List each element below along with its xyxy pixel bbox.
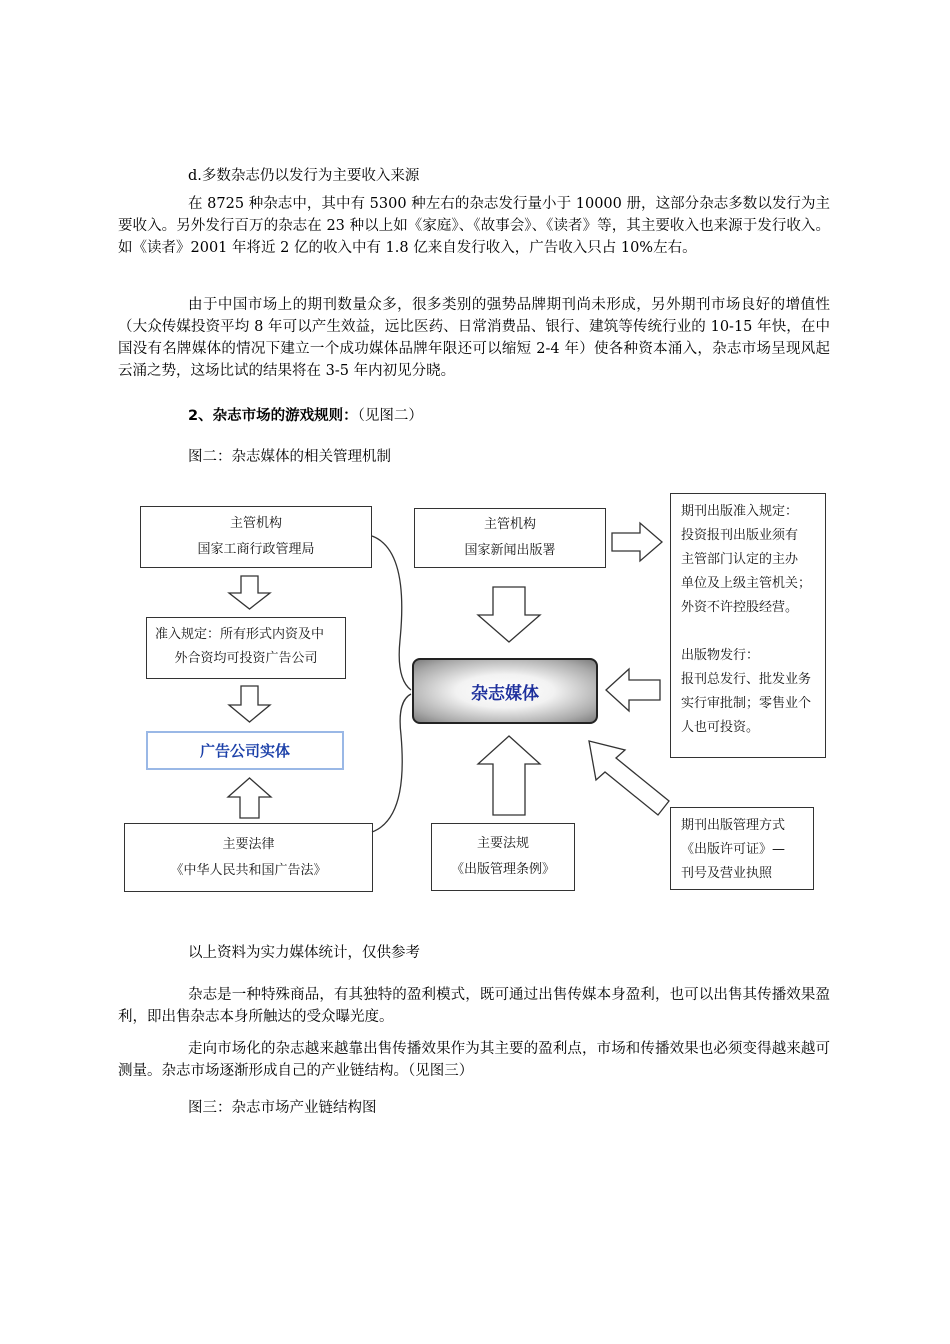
figure-2-caption: 图二：杂志媒体的相关管理机制 xyxy=(188,449,391,465)
box-law-line1: 主要法律 xyxy=(222,836,275,852)
section-2-title-text: 2、杂志市场的游戏规则： xyxy=(188,408,358,424)
paragraph-3: 杂志是一种特殊商品，有其独特的盈利模式，既可通过出售传媒本身盈利，也可以出售其传播效果盈利，即出售杂志本身所触达的受众曝光度。 xyxy=(118,987,830,1025)
distribution-line-1: 报刊总发行、批发业务 xyxy=(681,672,812,687)
box-entry-rule-line1: 准入规定：所有形式内资及中 xyxy=(155,627,325,642)
arrow-left-1 xyxy=(606,669,660,711)
distribution-title: 出版物发行： xyxy=(681,648,760,663)
box-saic-line2: 国家工商行政管理局 xyxy=(197,542,315,557)
paragraph-1: 在 8725 种杂志中，其中有 5300 种左右的杂志发行量小于 10000 册，这部分杂志多数以发行为主要收入。另外发行百万的杂志在 23 种以上如《家庭》、《故事会》、《读者》等，其主要收入也来源于发行收入。如《读者》2001 年将近 2 亿的收入中有 1.8 亿来自发行收入，广告收入只占 10%左右。 xyxy=(118,196,830,256)
box-saic-line1: 主管机构 xyxy=(229,516,282,531)
publishing-entry-line-1: 投资报刊出版业须有 xyxy=(681,528,799,543)
management-mode-line1: 期刊出版管理方式 xyxy=(681,818,786,833)
paragraph-2: 由于中国市场上的期刊数量众多，很多类别的强势品牌期刊尚未形成，另外期刊市场良好的增值性（大众传媒投资平均 8 年可以产生效益，远比医药、日常消费品、银行、建筑等传统行业的 10-15 年快，在中国没有名牌媒体的情况下建立一个成功媒体品牌年限还可以缩短 2-4 年）使各种资本涌入，杂志市场呈现风起云涌之势，这场比试的结果将在 3-5 年内初见分晓。 xyxy=(118,297,830,379)
arrow-diagonal-1 xyxy=(589,741,669,815)
arrow-up-2 xyxy=(478,736,540,815)
box-law-line2: 《中华人民共和国广告法》 xyxy=(170,862,327,878)
box-gapp-line1: 主管机构 xyxy=(483,517,536,532)
box-gapp-line2: 国家新闻出版署 xyxy=(464,543,556,558)
arrow-right-1 xyxy=(612,523,662,561)
publishing-entry-title: 期刊出版准入规定： xyxy=(681,504,799,519)
box-regulation-line2: 《出版管理条例》 xyxy=(450,862,555,877)
heading-d: d.多数杂志仍以发行为主要收入来源 xyxy=(188,168,420,184)
management-mode-line2: 《出版许可证》— xyxy=(681,842,786,857)
box-entry-rule-line2: 外合资均可投资广告公司 xyxy=(174,651,318,666)
arrow-down-3 xyxy=(478,587,540,642)
management-mode-line3: 刊号及营业执照 xyxy=(681,866,773,881)
publishing-entry-line-4: 外资不许控股经营。 xyxy=(681,600,799,615)
arrow-down-2 xyxy=(229,686,270,722)
section-2-title-paren: （见图二） xyxy=(357,408,423,424)
distribution-line-2: 实行审批制；零售业个 xyxy=(681,696,812,711)
source-note: 以上资料为实力媒体统计，仅供参考 xyxy=(188,945,420,961)
arrow-down-1 xyxy=(229,576,270,609)
box-regulation-line1: 主要法规 xyxy=(476,836,529,851)
figure-3-caption: 图三：杂志市场产业链结构图 xyxy=(188,1100,377,1116)
distribution-line-3: 人也可投资。 xyxy=(681,720,760,735)
publishing-entry-line-2: 主管部门认定的主办 xyxy=(681,552,799,567)
brace-line-top xyxy=(372,536,411,690)
center-magazine-media: 杂志媒体 xyxy=(412,658,598,724)
box-ad-company: 广告公司实体 xyxy=(146,731,344,770)
publishing-entry-line-3: 单位及上级主管机关； xyxy=(681,576,812,591)
arrow-up-1 xyxy=(228,778,271,818)
brace-line-bottom xyxy=(372,694,411,832)
paragraph-4: 走向市场化的杂志越来越靠出售传播效果作为其主要的盈利点，市场和传播效果也必须变得越来越可测量。杂志市场逐渐形成自己的产业链结构。（见图三） xyxy=(118,1041,830,1079)
